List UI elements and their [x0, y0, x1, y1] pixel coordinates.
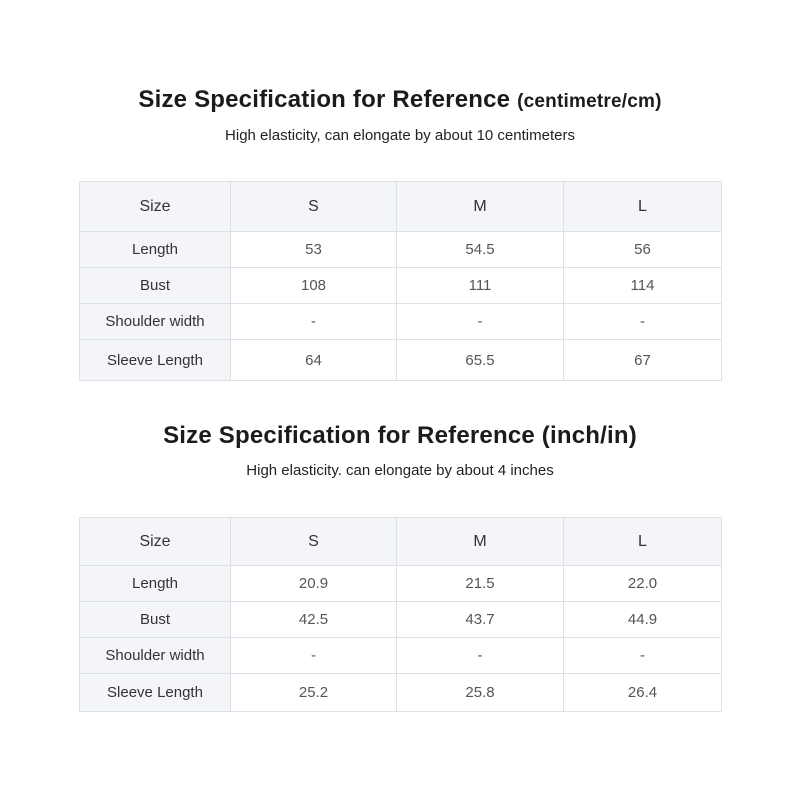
- row-label: Sleeve Length: [80, 674, 231, 712]
- table-row-length: [80, 232, 722, 268]
- value-cell: -: [231, 638, 397, 674]
- row-label: Length: [80, 232, 231, 268]
- value-cell: -: [564, 638, 722, 674]
- section-cm-title-unit: (centimetre/cm): [517, 91, 662, 112]
- value-cell: 22.0: [564, 566, 722, 602]
- table-row-shoulder-width: [80, 304, 722, 340]
- value-cell: 26.4: [564, 674, 722, 712]
- table-row-length: [80, 566, 722, 602]
- value-cell: 25.8: [397, 674, 564, 712]
- value-cell: 53: [231, 232, 397, 268]
- value-cell: 43.7: [397, 602, 564, 638]
- value-cell: 54.5: [397, 232, 564, 268]
- table-header-row: [80, 182, 722, 232]
- size-table-in: [79, 517, 722, 712]
- header-cell-s: S: [231, 518, 397, 566]
- value-cell: 56: [564, 232, 722, 268]
- header-cell-m: M: [397, 518, 564, 566]
- header-cell-m: M: [397, 182, 564, 232]
- value-cell: -: [231, 304, 397, 340]
- table-row-bust: [80, 602, 722, 638]
- header-cell-size: Size: [80, 518, 231, 566]
- value-cell: 108: [231, 268, 397, 304]
- value-cell: 42.5: [231, 602, 397, 638]
- value-cell: -: [564, 304, 722, 340]
- row-label: Length: [80, 566, 231, 602]
- row-label: Bust: [80, 602, 231, 638]
- size-table-cm: [79, 181, 722, 381]
- value-cell: 111: [397, 268, 564, 304]
- row-label: Bust: [80, 268, 231, 304]
- value-cell: 25.2: [231, 674, 397, 712]
- value-cell: 65.5: [397, 340, 564, 381]
- section-in-title: [0, 423, 800, 449]
- table-row-bust: [80, 268, 722, 304]
- table-row-sleeve-length: [80, 674, 722, 712]
- value-cell: 21.5: [397, 566, 564, 602]
- section-cm-title-main: Size Specification for Reference: [138, 86, 511, 113]
- header-cell-size: Size: [80, 182, 231, 232]
- section-in-title-unit: (inch/in): [541, 422, 637, 449]
- table-row-shoulder-width: [80, 638, 722, 674]
- value-cell: 44.9: [564, 602, 722, 638]
- header-cell-l: L: [564, 518, 722, 566]
- value-cell: -: [397, 638, 564, 674]
- table-header-row: [80, 518, 722, 566]
- header-cell-s: S: [231, 182, 397, 232]
- section-cm-title: [0, 87, 800, 115]
- section-in-subtitle: High elasticity. can elongate by about 4 inches: [246, 462, 554, 479]
- row-label: Shoulder width: [80, 638, 231, 674]
- value-cell: 20.9: [231, 566, 397, 602]
- value-cell: -: [397, 304, 564, 340]
- section-cm-subtitle: High elasticity, can elongate by about 10 centimeters: [225, 127, 575, 144]
- header-cell-l: L: [564, 182, 722, 232]
- row-label: Sleeve Length: [80, 340, 231, 381]
- value-cell: 67: [564, 340, 722, 381]
- value-cell: 64: [231, 340, 397, 381]
- table-row-sleeve-length: [80, 340, 722, 381]
- section-in-title-main: Size Specification for Reference: [163, 422, 535, 449]
- row-label: Shoulder width: [80, 304, 231, 340]
- value-cell: 114: [564, 268, 722, 304]
